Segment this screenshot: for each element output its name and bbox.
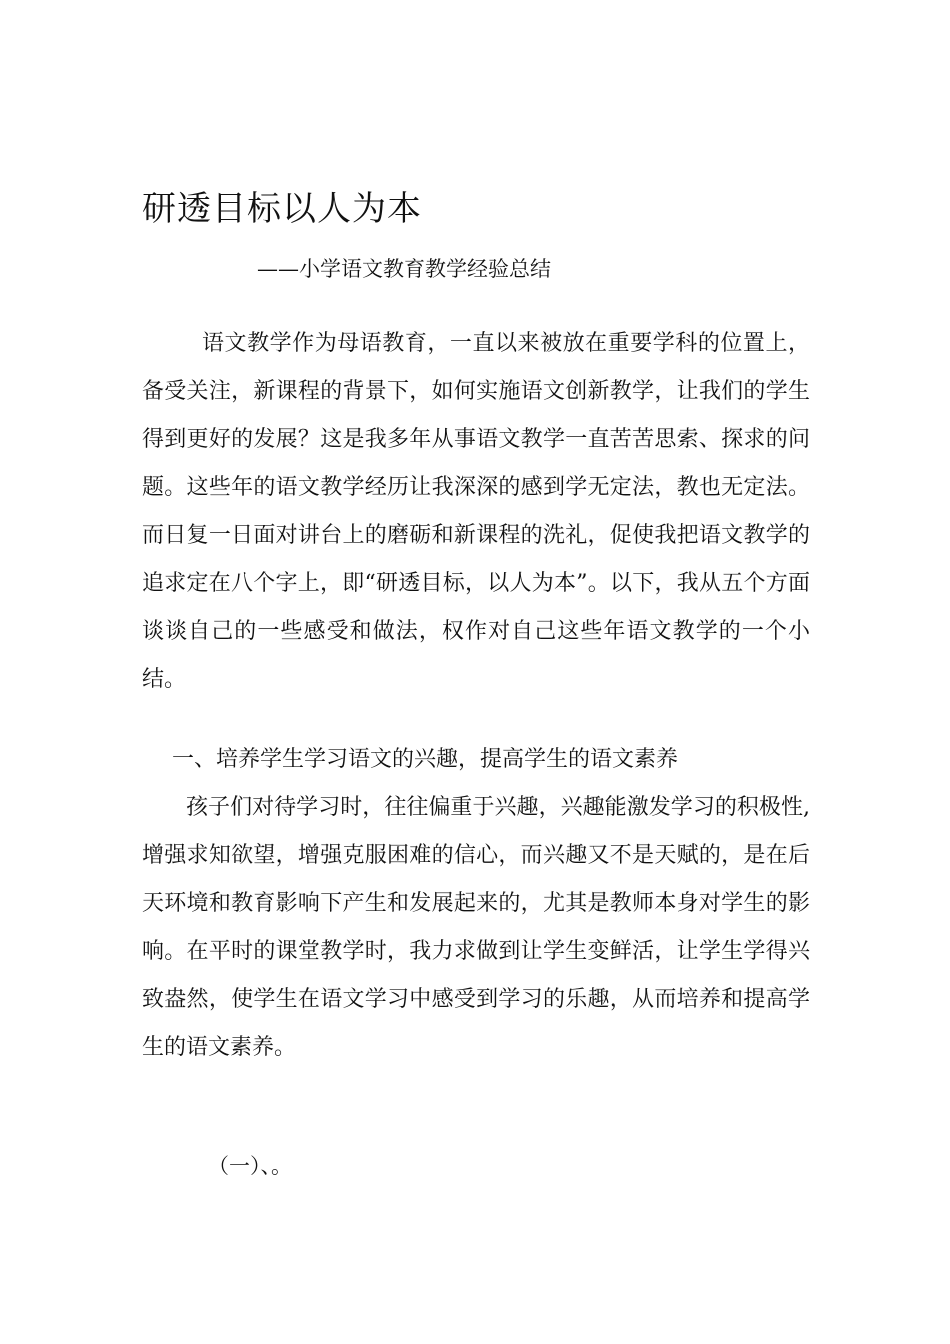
subsection-heading: （一）、。	[208, 1154, 292, 1178]
document-subtitle: ——小学语文教育教学经验总结	[257, 257, 551, 281]
section-heading: 一、培养学生学习语文的兴趣，提高学生的语文素养	[172, 747, 679, 772]
document-title: 研透目标以人为本	[142, 188, 422, 229]
intro-paragraph: 语文教学作为母语教育，一直以来被放在重要学科的位置上，备受关注，新课程的背景下，如何实施语文创新教学，让我们的学生得到更好的发展？这是我多年从事语文教学一直苦苦思索、探求的问题。这些年的语文教学经历让我深深的感到学无定法，教也无定法。而日复一日面对讲台上的磨砺和新课程的洗礼，促使我把语文教学的追求定在八个字上，即“研透目标，以人为本”。以下，我从五个方面谈谈自己的一些感受和做法，权作对自己这些年语文教学的一个小结。	[142, 331, 810, 692]
section-paragraph: 孩子们对待学习时，往往偏重于兴趣，兴趣能激发学习的积极性,增强求知欲望，增强克服困难的信心，而兴趣又不是天赋的，是在后天环境和教育影响下产生和发展起来的，尤其是教师本身对学生的影响。在平时的课堂教学时，我力求做到让学生变鲜活，让学生学得兴致盎然，使学生在语文学习中感受到学习的乐趣，从而培养和提高学生的语文素养。	[142, 795, 810, 1060]
